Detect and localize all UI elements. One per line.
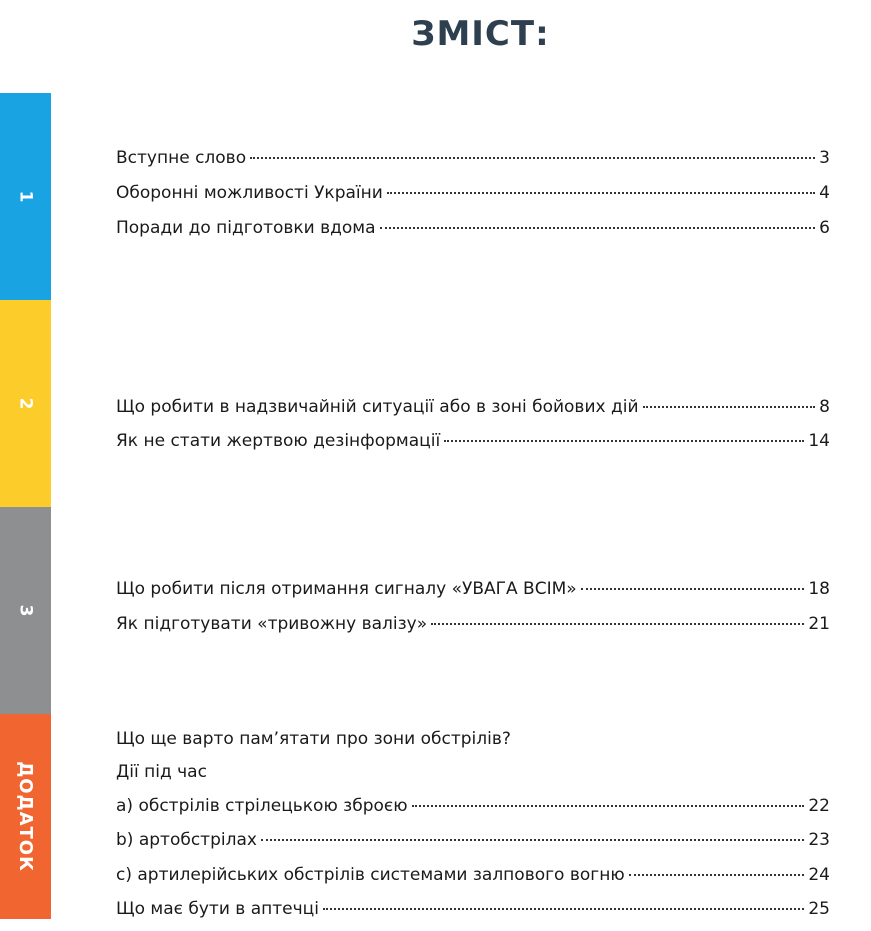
toc-page-number: 3 — [819, 148, 830, 168]
toc-entry[interactable] — [116, 795, 830, 817]
dot-leader — [250, 157, 815, 159]
toc-page-number: 25 — [808, 899, 830, 919]
dot-leader — [444, 440, 804, 442]
section-tab-3 — [0, 507, 51, 714]
toc-entry-title: Оборонні можливості України — [116, 183, 383, 203]
toc-page-number: 8 — [819, 397, 830, 417]
toc-entry-title: Як не стати жертвою дезінформації — [116, 431, 441, 451]
dot-leader — [380, 227, 816, 229]
dot-leader — [323, 908, 804, 910]
toc-entry[interactable] — [116, 613, 830, 635]
dot-leader — [387, 192, 815, 194]
appendix-intro: Дії під час — [116, 762, 207, 782]
toc-entry[interactable] — [116, 396, 830, 418]
section-tab-label: 1 — [15, 190, 36, 203]
section-tab-appendix — [0, 714, 51, 919]
toc-entry-title: с) артилерійських обстрілів системами залпового вогню — [116, 865, 625, 885]
toc-entry[interactable] — [116, 182, 830, 204]
toc-entry[interactable] — [116, 864, 830, 886]
section-tab-label: 2 — [15, 397, 36, 410]
appendix-question: Що ще варто пам’ятати про зони обстрілів? — [116, 729, 511, 749]
toc-entry[interactable] — [116, 578, 830, 600]
toc-entry-title: Що робити після отримання сигналу «УВАГА ВСІМ» — [116, 579, 577, 599]
section-tab-1 — [0, 93, 51, 300]
toc-page-number: 6 — [819, 218, 830, 238]
toc-entry[interactable] — [116, 217, 830, 239]
toc-entry-title: Як підготувати «тривожну валізу» — [116, 614, 428, 634]
toc-entry-title: Вступне слово — [116, 148, 247, 168]
toc-entry-title: Що має бути в аптечці — [116, 899, 319, 919]
toc-page-number: 21 — [808, 614, 830, 634]
section-tab-label: 3 — [15, 604, 36, 617]
dot-leader — [643, 406, 816, 408]
toc-entry[interactable] — [116, 898, 830, 920]
toc-page-number: 18 — [808, 579, 830, 599]
dot-leader — [261, 839, 804, 841]
dot-leader — [431, 623, 804, 625]
toc-page-number: 4 — [819, 183, 830, 203]
toc-entry-title: а) обстрілів стрілецькою зброєю — [116, 796, 408, 816]
toc-entry-title: Що робити в надзвичайній ситуації або в зоні бойових дій — [116, 397, 639, 417]
toc-entry-title: b) артобстрілах — [116, 830, 257, 850]
dot-leader — [412, 805, 805, 807]
dot-leader — [629, 874, 805, 876]
toc-page-number: 24 — [808, 865, 830, 885]
dot-leader — [581, 588, 805, 590]
toc-page-number: 23 — [808, 830, 830, 850]
section-tab-label: ДОДАТОК — [15, 761, 36, 872]
toc-entry-title: Поради до підготовки вдома — [116, 218, 376, 238]
page-title: ЗМІСТ: — [411, 14, 550, 54]
toc-page-number: 22 — [808, 796, 830, 816]
toc-page-number: 14 — [808, 431, 830, 451]
section-tab-2 — [0, 300, 51, 507]
toc-entry[interactable] — [116, 147, 830, 169]
toc-entry[interactable] — [116, 829, 830, 851]
toc-entry[interactable] — [116, 430, 830, 452]
